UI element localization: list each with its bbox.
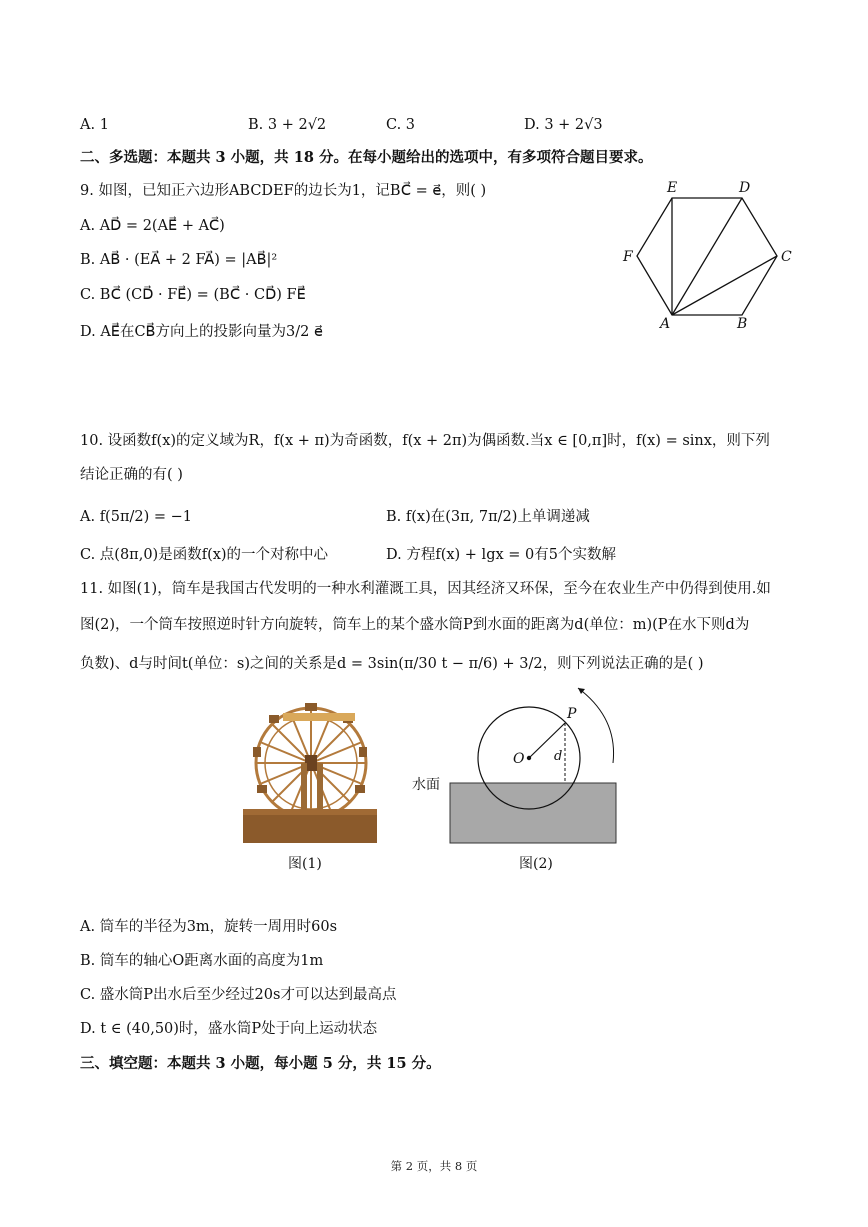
q8-option-b: B. 3 + 2√2	[248, 117, 327, 133]
water-body	[450, 783, 616, 843]
waterwheel-photo	[243, 685, 383, 845]
wheel-trough	[283, 713, 355, 721]
waterwheel-diagram	[408, 683, 628, 848]
q9-option-d: D. AE⃗在CB⃗方向上的投影向量为3/2 e⃗	[80, 324, 323, 340]
q11-stem-line3: 负数)、d与时间t(单位：s)之间的关系是d = 3sin(π/30 t − π/6) + 3/2，则下列说法正确的是( )	[80, 656, 704, 672]
q9-stem: 9. 如图，已知正六边形ABCDEF的边长为1，记BC⃗ = e⃗，则( )	[80, 183, 487, 199]
segment-ac	[672, 256, 777, 315]
q10-option-a: A. f(5π/2) = −1	[80, 509, 192, 525]
caption-figure-1: 图(1)	[288, 856, 322, 872]
label-f: F	[623, 249, 633, 265]
q9-option-a: A. AD⃗ = 2(AE⃗ + AC⃗)	[80, 218, 225, 234]
label-p: P	[567, 706, 577, 722]
q11-stem-line1: 11. 如图(1)，筒车是我国古代发明的一种水利灌溉工具，因其经济又环保，至今在农业生产中仍得到使用.如	[80, 581, 771, 597]
q11-option-a: A. 筒车的半径为3m，旋转一周用时60s	[80, 919, 338, 935]
hexagon-figure	[620, 178, 800, 338]
q11-option-d: D. t ∈ (40,50)时，盛水筒P处于向上运动状态	[80, 1021, 378, 1037]
label-a: A	[660, 316, 671, 332]
q9-option-c: C. BC⃗ (CD⃗ · FE⃗) = (BC⃗ · CD⃗) FE⃗	[80, 287, 306, 303]
q8-option-c: C. 3	[386, 117, 416, 133]
q10-stem-line1: 10. 设函数f(x)的定义域为R，f(x + π)为奇函数，f(x + 2π)为偶函数.当x ∈ [0,π]时，f(x) = sinx，则下列	[80, 433, 770, 449]
section3-header: 三、填空题：本题共 3 小题，每小题 5 分，共 15 分。	[80, 1055, 441, 1072]
page-footer: 第 2 页，共 8 页	[390, 1159, 478, 1173]
rotation-arrow	[578, 688, 614, 763]
caption-figure-2: 图(2)	[519, 856, 553, 872]
label-c: C	[781, 249, 792, 265]
section2-header: 二、多选题：本题共 3 小题，共 18 分。在每小题给出的选项中，有多项符合题目要求。	[80, 149, 653, 166]
q9-option-b: B. AB⃗ · (EA⃗ + 2 FA⃗) = |AB⃗|²	[80, 252, 278, 268]
label-o: O	[513, 751, 525, 767]
q11-stem-line2: 图(2)，一个筒车按照逆时针方向旋转，筒车上的某个盛水筒P到水面的距离为d(单位：m)(P在水下则d为	[80, 617, 750, 633]
q11-option-c: C. 盛水筒P出水后至少经过20s才可以达到最高点	[80, 987, 397, 1003]
q10-option-d: D. 方程f(x) + lgx = 0有5个实数解	[386, 547, 616, 563]
q10-option-c: C. 点(8π,0)是函数f(x)的一个对称中心	[80, 547, 329, 563]
label-b: B	[737, 316, 748, 332]
q8-option-a: A. 1	[80, 117, 109, 133]
segment-ad	[672, 198, 742, 315]
label-water-surface: 水面	[412, 777, 440, 793]
label-e: E	[667, 180, 678, 196]
q11-option-b: B. 筒车的轴心O距离水面的高度为1m	[80, 953, 324, 969]
label-d: D	[739, 180, 751, 196]
label-d-dist: d	[554, 749, 563, 764]
q10-option-b: B. f(x)在(3π, 7π/2)上单调递减	[386, 509, 590, 525]
q10-stem-line2: 结论正确的有( )	[80, 467, 183, 483]
q8-option-d: D. 3 + 2√3	[524, 117, 603, 133]
